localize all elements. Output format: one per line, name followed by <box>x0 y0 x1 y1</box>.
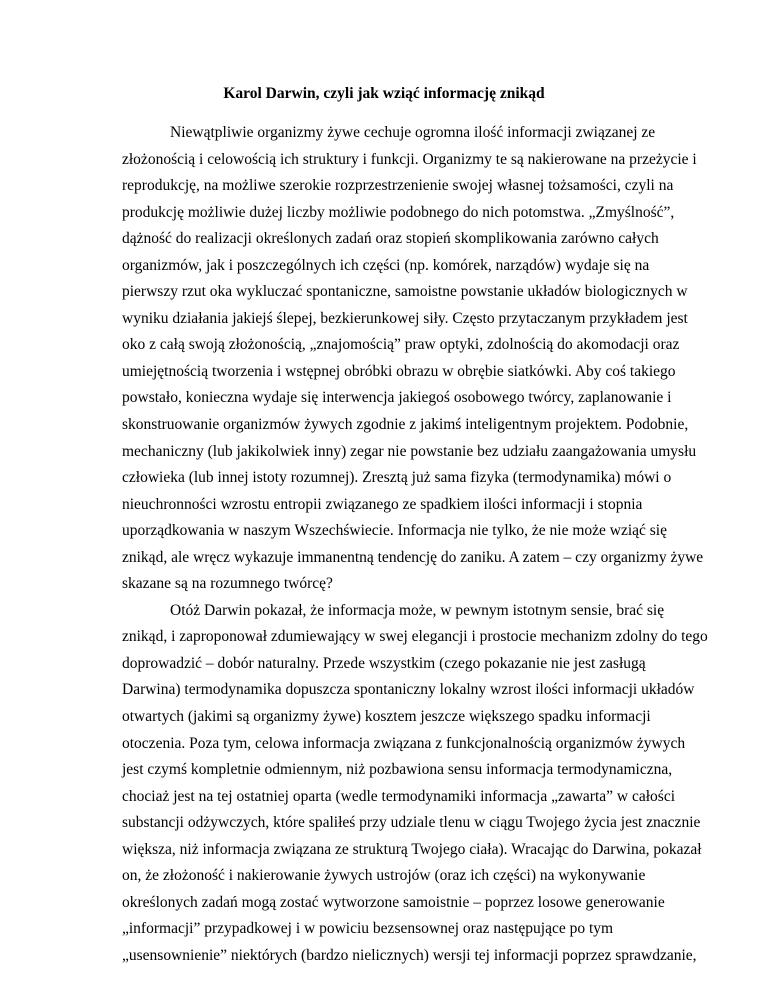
text-line: jest czymś kompletnie odmiennym, niż pozbawiona sensu informacja termodynamiczna, <box>122 761 673 779</box>
text-line: on, że złożoność i nakierowanie żywych ustrojów (oraz ich części) na wykonywanie <box>122 867 646 885</box>
text-line: wyniku działania jakiejś ślepej, bezkierunkowej siły. Często przytaczanym przykładem jest <box>122 309 688 327</box>
text-line: pierwszy rzut oka wykluczać spontaniczne, samoistne powstanie układów biologicznych w <box>122 283 688 301</box>
text-line: określonych zadań mogą zostać wytworzone samoistnie – poprzez losowe generowanie <box>122 893 665 911</box>
text-line: otoczenia. Poza tym, celowa informacja związana z funkcjonalnością organizmów żywych <box>122 734 686 752</box>
text-line: skonstruowanie organizmów żywych zgodnie z jakimś inteligentnym projektem. Podobnie, <box>122 416 689 434</box>
text-line: znikąd, i zaproponował zdumiewający w swej elegancji i prostocie mechanizm zdolny do tego <box>122 628 708 646</box>
text-line: złożonością i celowością ich struktury i funkcji. Organizmy te są nakierowane na przeżycie i <box>122 150 697 168</box>
text-line: nieuchronności wzrostu entropii związanego ze spadkiem ilości informacji i stopnia <box>122 495 643 513</box>
text-line: Niewątpliwie organizmy żywe cechuje ogromna ilość informacji związanej ze <box>170 124 656 141</box>
text-line: substancji odżywczych, które spaliłeś przy udziale tlenu w ciągu Twojego życia jest znacznie <box>122 814 701 832</box>
text-line: większa, niż informacja związana ze strukturą Twojego ciała). Wracając do Darwina, pokazał <box>122 840 702 858</box>
text-line: człowieka (lub innej istoty rozumnej). Zresztą już sama fizyka (termodynamika) mówi o <box>122 469 672 487</box>
text-line: Darwina) termodynamika dopuszcza spontaniczny lokalny wzrost ilości informacji układów <box>122 681 695 699</box>
text-line: organizmów, jak i poszczególnych ich części (np. komórek, narządów) wydaje się na <box>122 256 650 274</box>
text-line: skazane są na rozumnego twórcę? <box>122 575 333 593</box>
text-line: powstało, konieczna wydaje się interwencja jakiegoś osobowego twórcy, zaplanowanie i <box>122 389 672 407</box>
text-line: doprowadzić – dobór naturalny. Przede wszystkim (czego pokazanie nie jest zasługą <box>122 654 646 672</box>
document-title: Karol Darwin, czyli jak wziąć informację znikąd <box>223 85 545 102</box>
text-line: otwartych (jakimi są organizmy żywe) kosztem jeszcze większego spadku informacji <box>122 708 651 726</box>
text-line: produkcję możliwie dużej liczby możliwie podobnego do nich potomstwa. „Zmyślność”, <box>122 203 675 221</box>
text-line: reprodukcję, na możliwe szerokie rozprzestrzenienie swojej własnej tożsamości, czyli na <box>122 177 674 195</box>
text-line: Otóż Darwin pokazał, że informacja może, w pewnym istotnym sensie, brać się <box>170 601 665 619</box>
text-line: umiejętnością tworzenia i wstępnej obróbki obrazu w obrębie siatkówki. Aby coś takiego <box>122 362 676 380</box>
text-line: znikąd, ale wręcz wykazuje immanentną tendencję do zaniku. A zatem – czy organizmy żywe <box>122 548 704 566</box>
text-line: chociaż jest na tej ostatniej oparta (wedle termodynamiki informacja „zawarta” w całości <box>122 787 676 805</box>
text-line: „informacji” przypadkowej i w powiciu bezsensownej oraz następujące po tym <box>122 920 614 938</box>
text-line: „usensownienie” niektórych (bardzo nielicznych) wersji tej informacji poprzez sprawdzanie, <box>122 946 697 964</box>
document-body <box>122 120 708 970</box>
text-line: oko z całą swoją złożonością, „znajomością” praw optyki, zdolnością do akomodacji oraz <box>122 336 680 354</box>
text-line: uporządkowania w naszym Wszechświecie. Informacja nie tylko, że nie może wziąć się <box>122 522 667 540</box>
text-line: dążność do realizacji określonych zadań oraz stopień skomplikowania zarówno całych <box>122 230 659 248</box>
text-line: mechaniczny (lub jakikolwiek inny) zegar nie powstanie bez udziału zaangażowania umysłu <box>122 442 697 460</box>
